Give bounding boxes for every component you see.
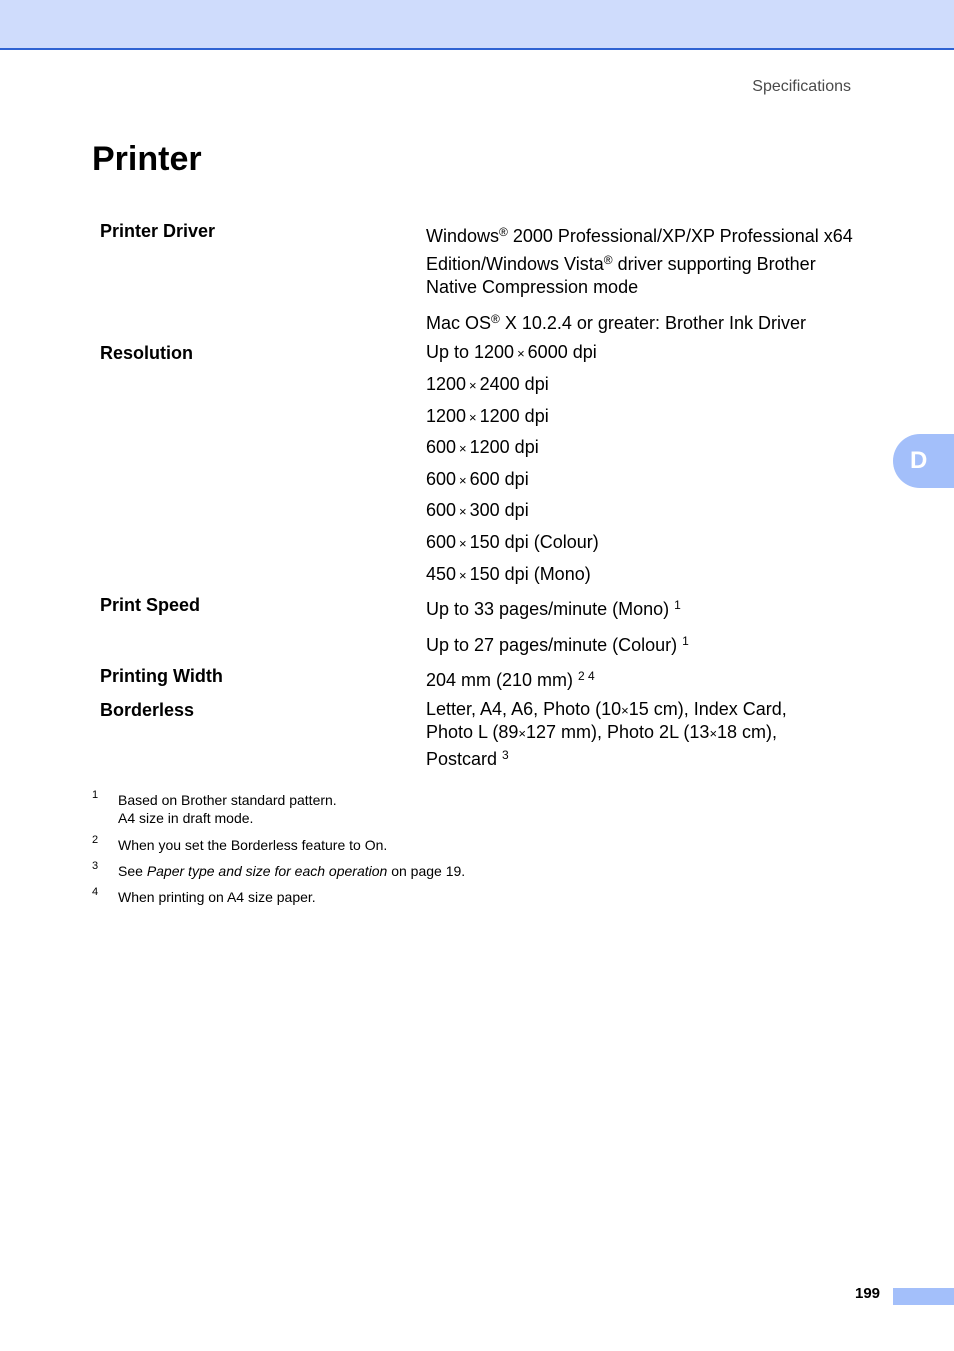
speed-colour: Up to 27 pages/minute (Colour) $^1$ [426,634,689,655]
resolution-1: Up to 1200 × 6000 dpi [426,342,597,362]
resolution-2: 1200 × 2400 dpi [426,374,549,394]
resolution-4: 600 × 1200 dpi [426,437,539,457]
resolution-6: 600 × 300 dpi [426,500,529,520]
footnote-2-number: 2 [92,834,99,846]
cross-reference-link[interactable]: Paper type and size for each operation [146,863,388,879]
footnote-ref: 3 [502,748,509,762]
footnote-2-text: When you set the Borderless feature to On. [118,837,388,853]
footnote-1-number: 1 [92,789,99,801]
footnote-ref: 1 [682,634,689,648]
running-head: Specifications [752,78,851,95]
driver-windows-line3: Native Compression mode [426,277,639,297]
borderless-line2: Photo L (89×127 mm), Photo 2L (13×18 cm), [426,722,778,742]
chapter-tab[interactable]: D [893,434,954,488]
driver-windows-line2: Edition/Windows Vista® driver supporting Brother [426,253,816,274]
resolution-7: 600 × 150 dpi (Colour) [426,532,599,552]
label-borderless: Borderless [100,700,195,720]
resolution-3: 1200 × 1200 dpi [426,406,549,426]
label-print-speed: Print Speed [100,595,201,615]
footnote-1-line1: Based on Brother standard pattern. [118,792,337,808]
resolution-8: 450 × 150 dpi (Mono) [426,564,591,584]
borderless-line3: Postcard $^3$ [426,748,509,769]
printing-width-value: 204 mm (210 mm) $^{2 4}$ [426,669,595,690]
driver-windows-line1: Windows® 2000 Professional/XP/XP Professional x64 [426,225,853,246]
footnote-4-number: 4 [92,886,99,898]
footer-band [893,1288,954,1305]
resolution-5: 600 × 600 dpi [426,469,529,489]
footnote-3-number: 3 [92,860,99,872]
footnote-1-line2: A4 size in draft mode. [118,810,254,826]
footnote-ref: 2 4 [578,669,595,683]
header-band [0,0,954,50]
footnote-3-text: See Paper type and size for each operation on page 19. [118,863,466,879]
speed-mono: Up to 33 pages/minute (Mono) $^1$ [426,598,681,619]
label-printer-driver: Printer Driver [100,221,216,241]
label-resolution: Resolution [100,343,193,363]
page-number: 199 [855,1285,881,1302]
borderless-line1: Letter, A4, A6, Photo (10×15 cm), Index Card, [426,699,787,719]
label-printing-width: Printing Width [100,666,223,686]
footnote-ref: 1 [674,598,681,612]
footnote-4-text: When printing on A4 size paper. [118,889,316,905]
driver-mac-line: Mac OS® X 10.2.4 or greater: Brother Ink Driver [426,312,806,333]
page-title: Printer [92,140,202,178]
